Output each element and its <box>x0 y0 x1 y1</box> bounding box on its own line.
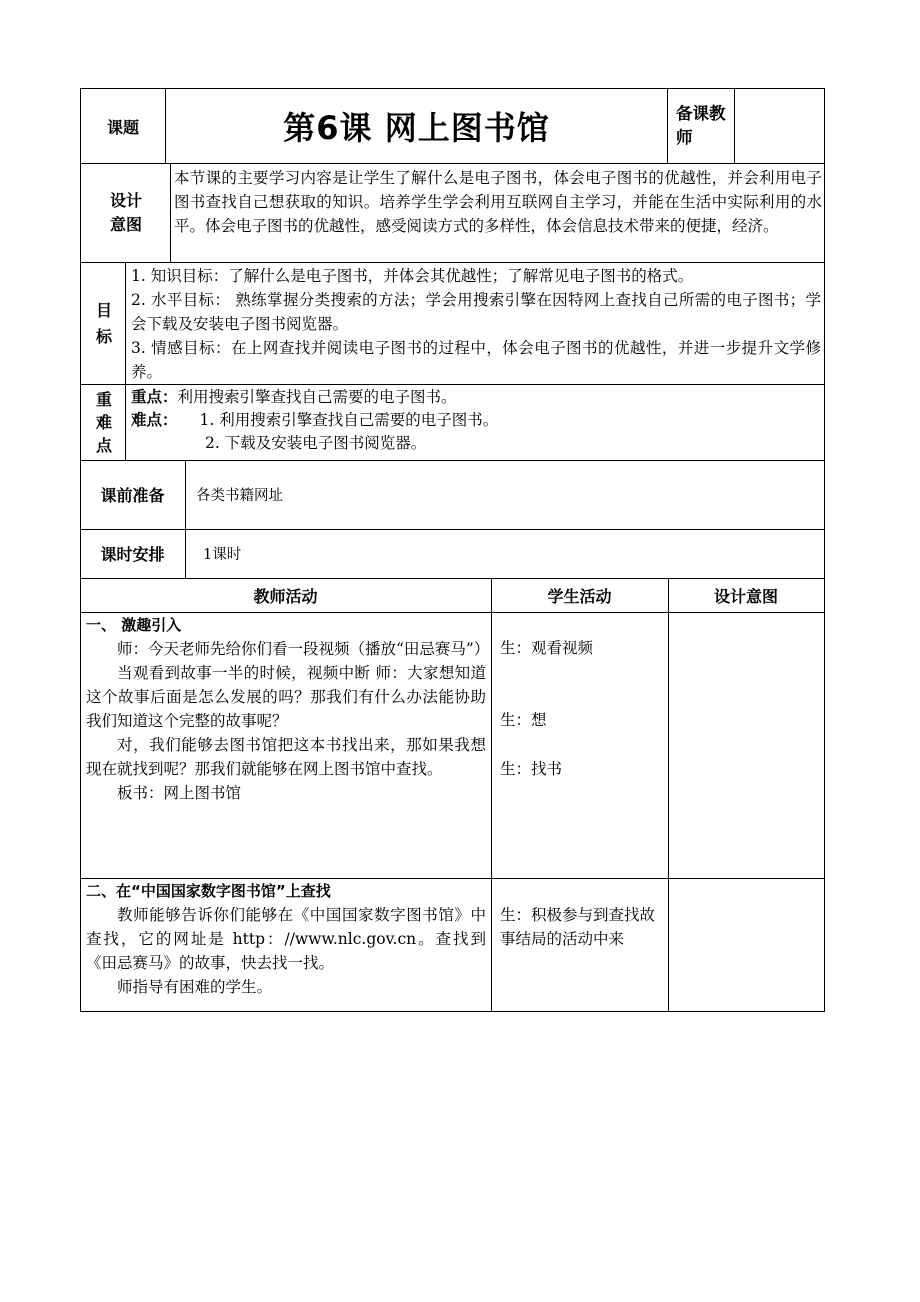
table-border <box>80 1011 825 1012</box>
table-border <box>80 262 825 263</box>
table-border <box>80 460 825 461</box>
goal-item: 3. 情感目标：在上网查找并阅读电子图书的过程中，体会电子图书的优越性，并进一步提升文学修养。 <box>131 339 821 381</box>
design-intent-header: 设计意图 <box>713 586 778 606</box>
teacher-activity-header: 教师活动 <box>253 586 318 606</box>
schedule-text: 1课时 <box>203 547 242 563</box>
section1-student-3: 生：找书 <box>500 760 563 778</box>
table-border <box>668 578 669 1012</box>
table-border <box>80 384 825 385</box>
schedule-label: 课时安排 <box>100 545 165 564</box>
table-border <box>667 88 668 163</box>
teacher-label: 备课教师 <box>676 104 726 147</box>
lesson-title: 第6课 网上图书馆 <box>283 109 550 147</box>
section1-heading: 一、 激趣引入 <box>86 616 182 634</box>
table-border <box>125 384 126 460</box>
section1-paragraph: 当观看到故事一半的时候，视频中断 师：大家想知道这个故事后面是怎么发展的吗？那我们有什么办法能协助我们知道这个完整的故事呢？ <box>86 664 486 730</box>
design-intent-label: 设计意图 <box>109 191 142 234</box>
table-border <box>125 262 126 384</box>
section2-paragraph: 教师能够告诉你们能够在《中国国家数字图书馆》中查找，它的网址是 http：//www.nlc.gov.cn。查找到《田忌赛马》的故事，快去找一找。 <box>86 906 486 972</box>
difficulty-label: 难点： <box>131 411 178 429</box>
table-border <box>491 578 492 1012</box>
student-activity-header: 学生活动 <box>547 586 612 606</box>
topic-label: 课题 <box>106 117 139 137</box>
table-border <box>170 163 171 262</box>
goals-label: 目标 <box>95 301 112 346</box>
goal-item: 2. 水平目标： 熟练掌握分类搜索的方法；学会用搜索引擎在因特网上查找自己所需的电子图书；学会下载及安装电子图书阅览器。 <box>131 291 821 333</box>
key-points-label: 重难点 <box>95 390 112 455</box>
section1-teacher <box>86 613 490 805</box>
focus-text: 利用搜索引擎查找自己需要的电子图书。 <box>177 388 457 406</box>
section2-student-1: 生：积极参与到查找故事结局的活动中来 <box>500 906 656 948</box>
goal-item: 1. 知识目标：了解什么是电子图书，并体会其优越性；了解常见电子图书的格式。 <box>131 267 694 285</box>
section2-heading: 二、在“中国国家数字图书馆”上查找 <box>86 882 331 900</box>
table-border <box>185 460 186 578</box>
focus-label: 重点： <box>131 388 178 406</box>
preparation-label: 课前准备 <box>100 486 165 505</box>
goals-list <box>131 264 821 384</box>
difficulty-item: 2. 下载及安装电子图书阅览器。 <box>205 434 427 452</box>
key-points-content <box>131 386 821 455</box>
difficulty-item: 1. 利用搜索引擎查找自己需要的电子图书。 <box>199 411 499 429</box>
table-border <box>80 529 825 530</box>
section1-paragraph: 师：今天老师先给你们看一段视频（播放“田忌赛马”） <box>117 640 490 658</box>
teacher-name-field <box>735 88 824 164</box>
table-border <box>824 88 825 1012</box>
section1-student-1: 生：观看视频 <box>500 639 594 657</box>
design-intent-text: 本节课的主要学习内容是让学生了解什么是电子图书，体会电子图书的优越性，并会利用电子图书查找自己想获取的知识。培养学生学会利用互联网自主学习，并能在生活中实际利用的水平。体会电子图书的优越性，感受阅读方式的多样性，体会信息技术带来的便捷，经济。 <box>174 169 822 235</box>
section1-student-2: 生：想 <box>500 711 547 729</box>
section2-teacher <box>86 879 486 999</box>
section1-paragraph: 对，我们能够去图书馆把这本书找出来，那如果我想现在就找到呢？那我们就能够在网上图书馆中查找。 <box>86 736 486 778</box>
section1-paragraph: 板书：网上图书馆 <box>117 784 242 802</box>
section2-paragraph: 师指导有困难的学生。 <box>117 978 273 996</box>
preparation-text: 各类书籍网址 <box>196 488 283 504</box>
